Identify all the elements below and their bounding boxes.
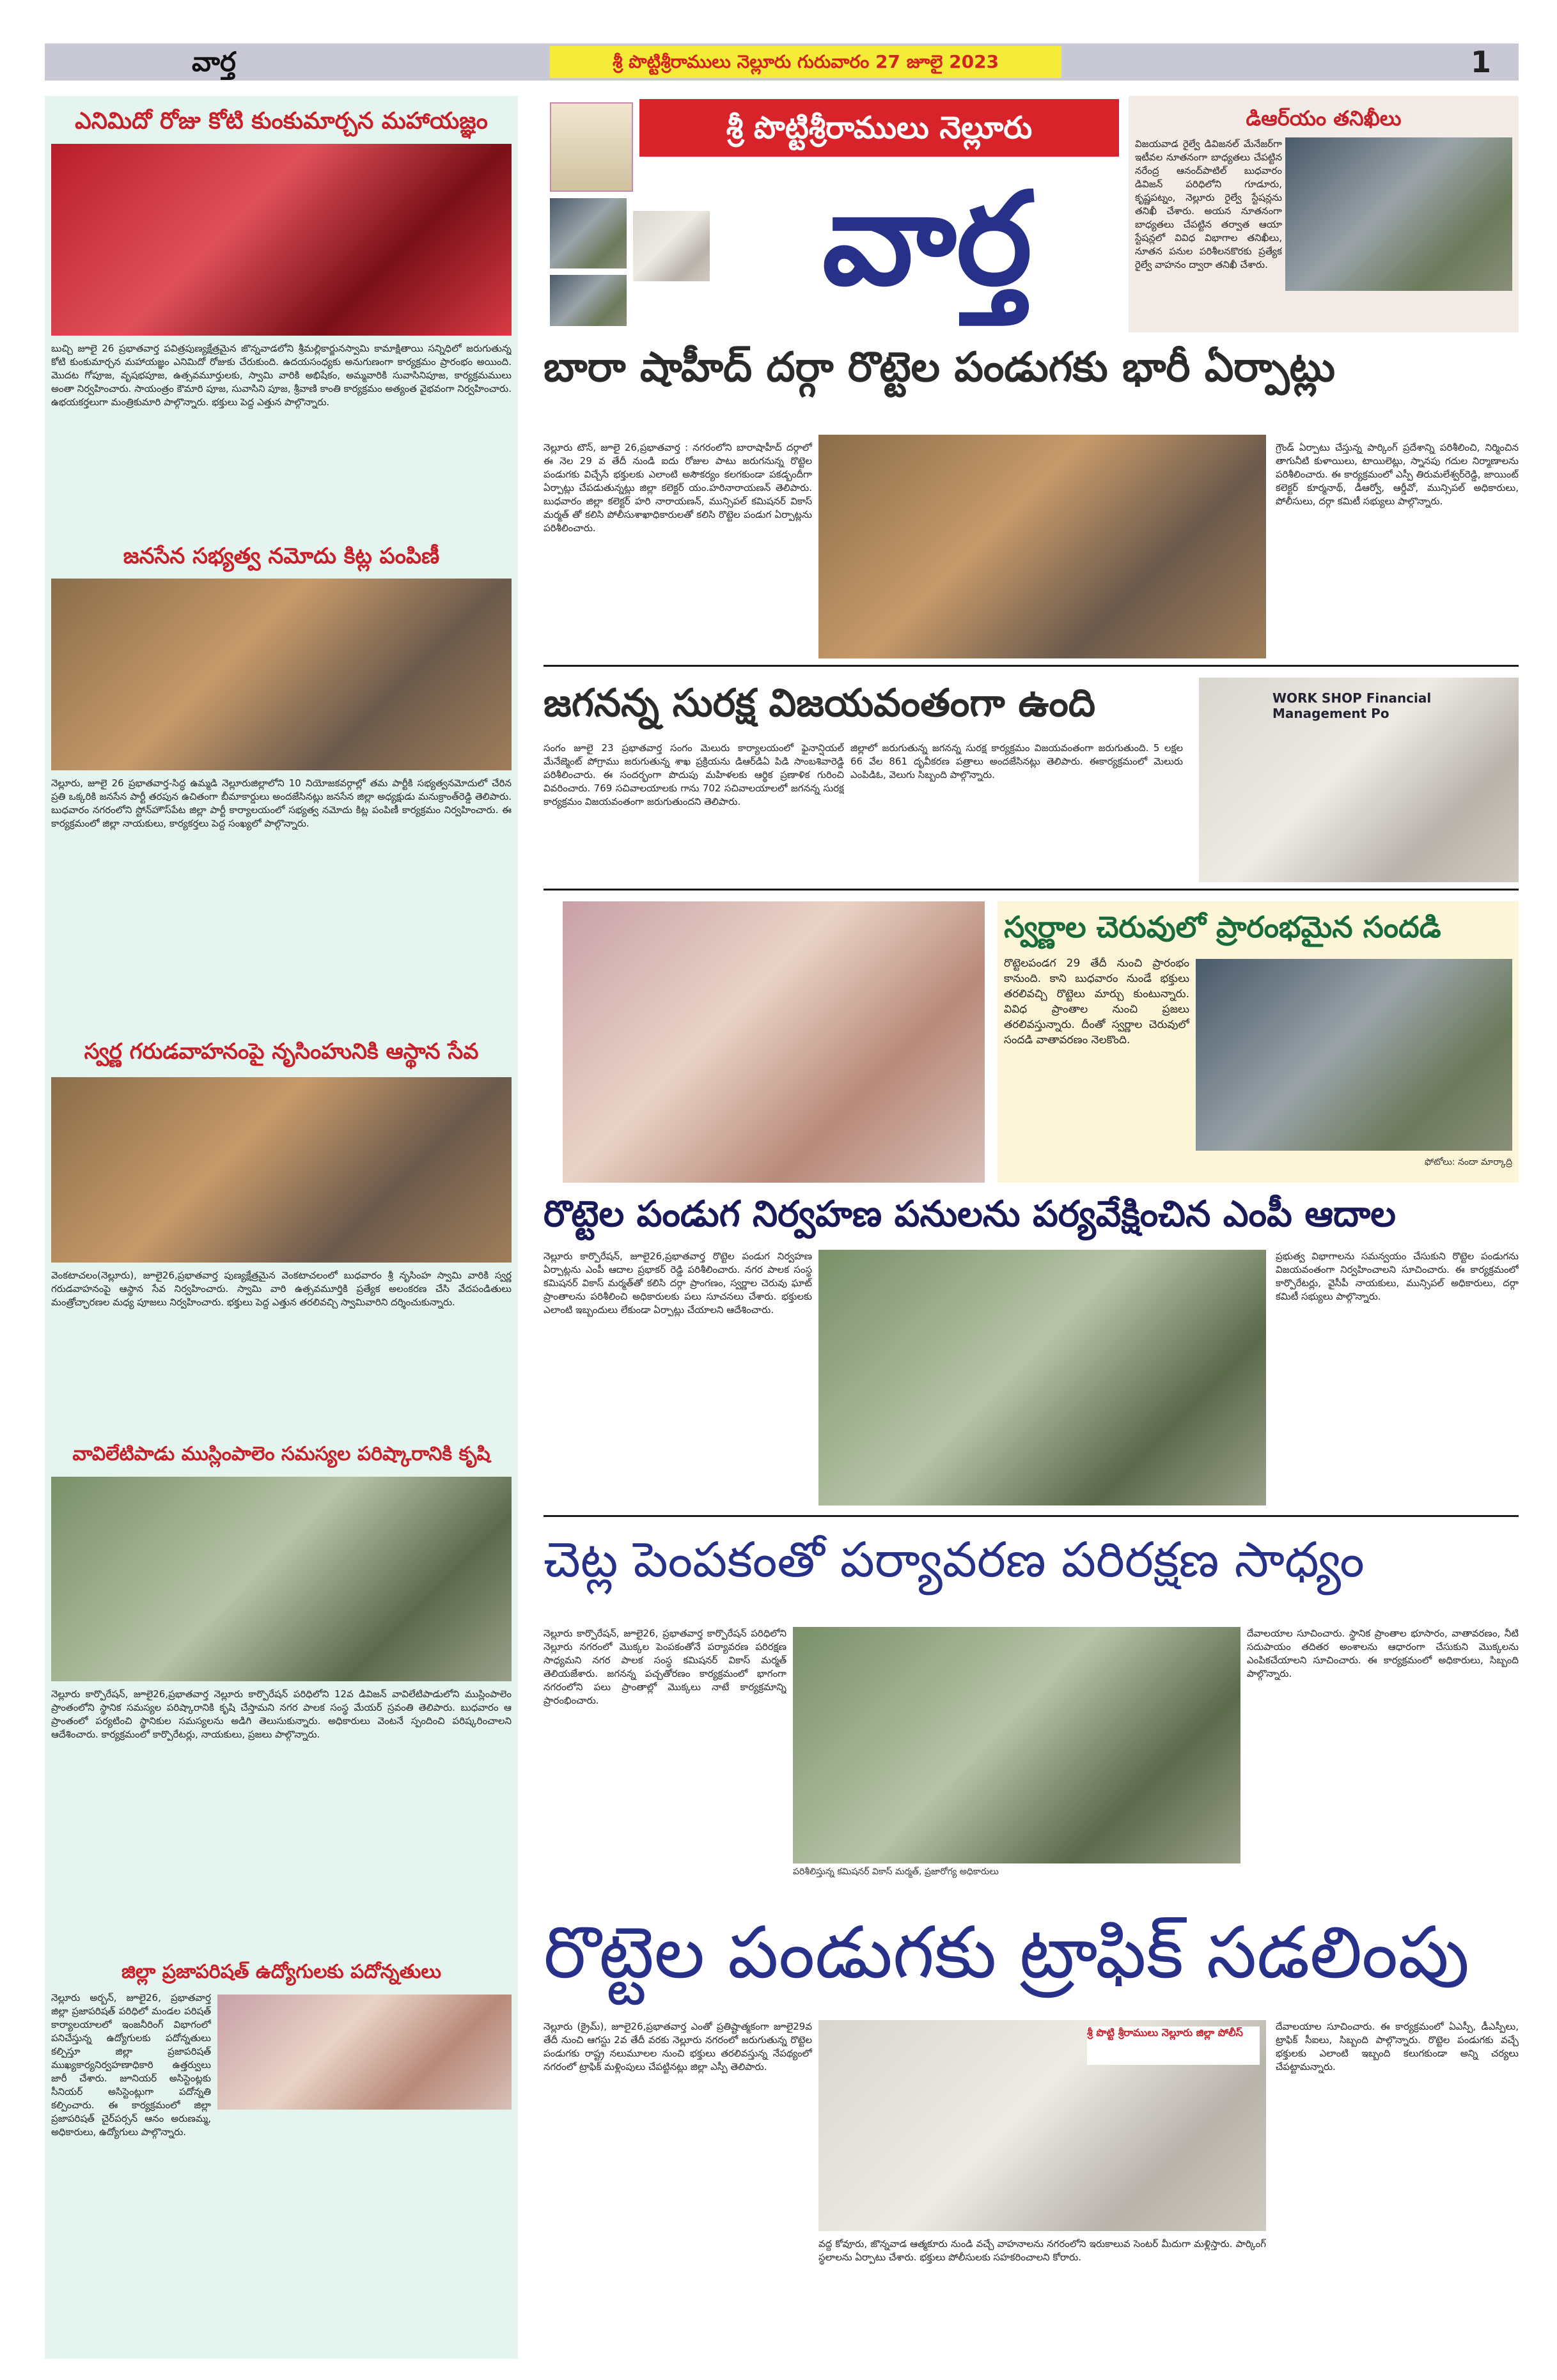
left-story2-photo — [51, 579, 512, 770]
masthead-portrait — [550, 102, 633, 192]
left-story5-headline: జిల్లా ప్రజాపరిషత్ ఉద్యోగులకు పదోన్నతులు — [121, 1961, 441, 1983]
main-s6-body-right: దేవాలయాల సూచించారు. ఈ కార్యక్రమంలో ఏఎస్పీ, డీఎస్పీలు, ట్రాఫిక్ సీఐలు, సిబ్బంది పాల్గొన్నారు. రొట్టెల పండుగకు వచ్చే భక్తులకు ఎలాంటి ఇబ్బంది కలుగకుండా అన్ని చర్యలు చేపట్టామన్నారు. — [1276, 2021, 1519, 2073]
left-story5-photo — [217, 1995, 512, 2110]
main-s1-photo — [818, 435, 1266, 658]
page-number: 1 — [1471, 45, 1492, 79]
header-logo: వార్త — [192, 46, 236, 77]
main-s5-headline: చెట్ల పెంపకంతో పర్యావరణ పరిరక్షణ సాధ్యం — [544, 1531, 1365, 1588]
masthead-photo-bridge — [550, 198, 627, 268]
main-s3-photo-small — [1196, 959, 1512, 1151]
main-s5-photo-caption: పరిశీలిస్తున్న కమిషనర్ వికాస్ మర్మత్, ప్రజారోగ్య అధికారులు — [793, 1867, 999, 1877]
main-s3-headline: స్వర్ణాల చెరువులో ప్రారంభమైన సందడి — [1004, 910, 1441, 944]
main-s6-body-mid: వద్ద కోవూరు, జొన్నవాడ ఆత్మకూరు నుండి వచ్చే వాహనాలను నగరంలోని ఇరుకాలువ సెంటర్ మీదుగా మళ్లిస్తారు. పార్కింగ్ స్థలాలను ఏర్పాటు చేశారు. భక్తులు పోలీసులకు సహకరించాలని కోరారు. — [818, 2238, 1266, 2263]
main-s5-body-right: దేవాలయాల సూచించారు. స్థానిక ప్రాంతాల భూసారం, వాతావరణం, నీటి సదుపాయం తదితర అంశాలను ఆధారంగా చేసుకుని మొక్కలను ఎంపికచేయాలని సూచించారు. ఈ కార్యక్రమంలో అధికారులు, సిబ్బంది పాల్గొన్నారు. — [1247, 1628, 1519, 1679]
left-story1-body: బుచ్చి జూలై 26 ప్రభాతవార్త పవిత్రపుణ్యక్షేత్రమైన జొన్నవాడలోని శ్రీమల్లికార్జునస్వామి కామాక్షితాయి సన్నిధిలో జరుగుతున్న కోటి కుంకుమార్చన మహాయజ్ఞం ఎనిమిదో రోజుకు చేరుకుంది. ఉదయసంధ్యకు అనుగుణంగా కార్యక్రమం ప్రారంభం అయింది. మొదట గోపూజ, వృషభపూజ, ఉత్సవమూర్తులకు, స్వామి వారికి అభిషేకం, అమ్మవారికి సువాసినిపూజ, కార్యక్రమములు అంతా నిర్వహించారు. సాయంత్రం కౌమారి పూజ, సువాసిని పూజ, శ్రీవాణి కాంతి కార్యక్రమం అత్యంత వైభవంగా నిర్వహించారు. ఉభయకర్తలుగా మంత్రికుమారి పాల్గొన్నారు. భక్తులు పెద్ద ఎత్తున పాల్గొన్నారు. — [51, 343, 512, 408]
main-s2-body-left: సంగం జూలై 23 ప్రభాతవార్త సంగం మెలురు కార్యాలయంలో ఫైనాన్షియల్ మేనేజ్మెంట్ పోగ్రాము జరుగుతున్న శాఖ ప్రక్రియను డిఆర్‌డిఏ పిడి సాంబశివారెడ్డి పరిశీలించారు. ఈ సందర్భంగా పొదుపు మహిళలకు ఆర్థిక ప్రణాళిక గురించి వివరించారు. 769 సచివాలయాలకు గాను 702 సచివాలయాలలో జగనన్న సురక్ష కార్యక్రమం విజయవంతంగా జరుగుతుందని తెలిపారు. — [544, 742, 844, 807]
main-s2-headline: జగనన్న సురక్ష విజయవంతంగా ఉంది — [544, 681, 1096, 726]
left-story2-headline: జనసేన సభ్యత్వ నమోదు కిట్ల పంపిణీ — [123, 543, 440, 569]
main-s5-photo — [793, 1627, 1240, 1863]
main-s1-body-right: గ్రౌండ్ ఏర్పాటు చేస్తున్న పార్కింగ్ ప్రదేశాన్ని పరిశీలించి, నిర్మించిన తాగునీటి కుళాయిలు, టాయిలెట్లు, స్నానపు గదుల నిర్మాణాలను పరిశీలించారు. ఈ కార్యక్రమంలో ఎస్పీ తిరుమలేశ్వర్‌రెడ్డి, జాయింట్ కలెక్టర్ కూర్మనాథ్, డీఆర్వో, ఆర్డీవో, మున్సిపల్ అధికారులు, పోలీసులు, దర్గా కమిటీ సభ్యులు పాల్గొన్నారు. — [1276, 442, 1519, 507]
masthead-photo-port — [550, 275, 627, 326]
divider — [544, 1515, 1519, 1517]
divider — [544, 889, 1519, 891]
main-s2-photo-banner: WORK SHOP Financial Management Po — [1272, 690, 1432, 721]
left-story1-headline: ఎనిమిదో రోజు కోటి కుంకుమార్చన మహాయజ్ఞం — [75, 108, 488, 134]
main-s4-body-right: ప్రభుత్వ విభాగాలను సమన్వయం చేసుకుని రొట్టెల పండుగను విజయవంతంగా నిర్వహించాలని సూచించారు. ఈ కార్యక్రమంలో కార్పొరేటర్లు, వైసీపీ నాయకులు, మున్సిపల్ అధికారులు, దర్గా కమిటీ సభ్యులు పాల్గొన్నారు. — [1276, 1250, 1519, 1302]
main-s4-photo — [818, 1250, 1266, 1505]
main-s4-body-left: నెల్లూరు కార్పొరేషన్, జూలై26,ప్రభాతవార్త రొట్టెల పండుగ నిర్వహణ ఏర్పాట్లను ఎంపీ ఆదాల ప్రభాకర్ రెడ్డి పరిశీలించారు. నగర పాలక సంస్థ కమిషనర్ వికాస్ మర్మత్‌తో కలిసి దర్గా ప్రాంగణం, స్వర్ణాల చెరువు ఘాట్ ప్రాంతాలను పరిశీలించి అధికారులకు పలు సూచనలు చేశారు. భక్తులకు ఎలాంటి ఇబ్బందులు లేకుండా ఏర్పాట్లు చేయాలని ఆదేశించారు. — [544, 1250, 812, 1316]
left-story1-photo — [51, 144, 512, 336]
left-story3-photo — [51, 1077, 512, 1263]
main-s3-photo-credit: ఫోటోలు: నందా మార్కాద్రి — [1424, 1157, 1512, 1167]
left-story2-body: నెల్లూరు, జూలై 26 ప్రభాతవార్త-సిద్ధ ఉమ్మడి నెల్లూరుజిల్లాలోని 10 నియోజకవర్గాల్లో తమ పార్టీకి సభ్యత్వనమోదులో చేరిన ప్రతి ఒక్కరికి జనసేన పార్టీ తరపున ఉచితంగా బీమాకార్డులు అందజేసినట్లు జనసేన జిల్లా అధ్యక్షుడు మనుక్రాంత్‌రెడ్డి తెలిపారు. బుధవారం నగరంలోని స్టోన్‌హౌస్‌పేట జిల్లా పార్టీ కార్యాలయంలో సభ్యత్వ నమోదు కిట్ల పంపిణీ కార్యక్రమం నిర్వహించారు. ఈ కార్యక్రమంలో జిల్లా నాయకులు, కార్యకర్తలు పెద్ద సంఖ్యలో పాల్గొన్నారు. — [51, 777, 512, 829]
main-s3-photo-large — [563, 901, 985, 1183]
main-s3-body: రొట్టెలపండగ 29 తేదీ నుంచి ప్రారంభం కానుంది. కాని బుధవారం నుండే భక్తులు తరలివచ్చి రొట్టెలు మార్చు కుంటున్నారు. వివిధ ప్రాంతాల నుంచి ప్రజలు తరలివస్తున్నారు. దీంతో స్వర్ణాల చెరువులో సందడి వాతావరణం నెలకొంది. — [1004, 957, 1189, 1046]
top-right-headline: డిఆర్‌యం తనిఖీలు — [1246, 106, 1402, 130]
top-right-body: విజయవాడ రైల్వే డివిజనల్ మేనేజర్‌గా ఇటీవల నూతనంగా బాధ్యతలు చేపట్టిన నరేంద్ర ఆనంద్‌పాటిల్ బుధవారం డివిజన్ పరిధిలోని గూడూరు, కృష్ణపట్నం, నెల్లూరు రైల్వే స్టేషన్లను తనిఖీ చేశారు. అయన నూతనంగా బాధ్యతలు చేపట్టిన తర్వాత ఆయా స్టేషన్లలో వివిధ విభాగాల తనిఖీలు, నూతన పనుల పరిశీలనకొరకు ప్రత్యేక రైల్వే వాహనం ద్వారా తనిఖీ చేశారు. — [1135, 138, 1282, 270]
left-story4-headline: వావిలేటిపాడు ముస్లింపాలెం సమస్యల పరిష్కారానికి కృషి — [72, 1443, 490, 1465]
main-s1-body-left: నెల్లూరు టౌన్, జూలై 26,ప్రభాతవార్త : నగరంలోని బారాషాహీద్ దర్గాలో ఈ నెల 29 వ తేదీ నుండి ఐదు రోజుల పాటు జరుగనున్న రొట్టెల పండుగకు విచ్చేసే భక్తులకు ఎలాంటి అసౌకర్యం కలగకుండా పకడ్బందీగా ఏర్పాట్లు చేపడుతున్నట్లు జిల్లా కలెక్టర్ యం.హరినారాయణన్ తెలిపారు. బుధవారం జిల్లా కలెక్టర్ హరి నారాయణన్, మున్సిపల్ కమిషనర్ వికాస్ మర్మత్ తో కలిసి పోలీసుశాఖాధికారులతో కలిసి రొట్టెల పండుగ ఏర్పాట్లను పరిశీలించారు. — [544, 442, 812, 534]
main-s2-body-right: జిల్లాలో జరుగుతున్న జగనన్న సురక్ష కార్యక్రమం విజయవంతంగా జరుగుతుంది. 5 లక్షల 66 వేల 861 దృవీకరణ పత్రాలు అందజేసినట్లు తెలిపారు. ఈకార్యక్రమంలో మెలురు ఎంపిడిఓ, వెలుగు సిబ్బంది పాల్గొన్నారు. — [850, 742, 1183, 781]
left-story3-body: వెంకటాచలం(నెల్లూరు), జూలై26,ప్రభాతవార్త పుణ్యక్షేత్రమైన వెంకటాచలంలో బుధవారం శ్రీ నృసింహ స్వామి వారికి స్వర్ణ గరుడవాహనంపై ఆస్థాన సేవ నిర్వహించారు. స్వామి వారి ఉత్సవమూర్తికి ప్రత్యేక అలంకరణ చేసి వేదపండితులు మంత్రోచ్ఛారణల మధ్య పూజలు నిర్వహించారు. భక్తులు పెద్ద ఎత్తున తరలివచ్చి స్వామివారిని దర్శించుకున్నారు. — [51, 1270, 512, 1308]
left-story4-body: నెల్లూరు కార్పొరేషన్, జూలై26,ప్రభాతవార్త నెల్లూరు కార్పొరేషన్ పరిధిలోని 12వ డివిజన్ వావిలేటిపాడులోని ముస్లింపాలెం ప్రాంతంలోని స్థానిక సమస్యల పరిష్కారానికి కృషి చేస్తామని నగర పాలక సంస్థ మేయర్ స్రవంతి తెలిపారు. బుధవారం ఆ ప్రాంతంలో పర్యటించి స్థానికుల సమస్యలను అడిగి తెలుసుకున్నారు. అధికారులు వెంటనే స్పందించి పరిష్కరించాలని ఆదేశించారు. కార్యక్రమంలో కార్పొరేటర్లు, నాయకులు, ప్రజలు పాల్గొన్నారు. — [51, 1688, 512, 1740]
main-s6-body-left: నెల్లూరు (క్రైమ్), జూలై26,ప్రభాతవార్త ఎంతో ప్రతిష్టాత్మకంగా జూలై29వ తేదీ నుంచి ఆగస్టు 2వ తేదీ వరకు నెల్లూరు నగరంలో జరుగుతున్న రొట్టెల పండుగకు రాష్ట్ర నలుమూలల నుంచి భక్తులు తరలివస్తున్న నేపథ్యంలో నగరంలో ట్రాఫిక్ మళ్లింపులు చేపట్టినట్లు జిల్లా ఎస్పీ తెలిపారు. — [544, 2021, 812, 2073]
left-story5-body: నెల్లూరు అర్బన్, జూలై26, ప్రభాతవార్త జిల్లా ప్రజాపరిషత్ పరిధిలో మండల పరిషత్ కార్యాలయాలలో ఇంజనీరింగ్ విభాగంలో పనిచేస్తున్న ఉద్యోగులకు పదోన్నతులు కల్పిస్తూ జిల్లా ప్రజాపరిషత్ ముఖ్యకార్యనిర్వహణాధికారి ఉత్తర్వులు జారీ చేశారు. జూనియర్ అసిస్టెంట్లకు సీనియర్ అసిస్టెంట్లుగా పదోన్నతి కల్పించారు. ఈ కార్యక్రమంలో జిల్లా ప్రజాపరిషత్ చైర్‌పర్సన్ ఆనం అరుణమ్మ, అధికారులు, ఉద్యోగులు పాల్గొన్నారు. — [51, 1992, 211, 2138]
masthead-photo-temple — [633, 211, 710, 281]
left-story3-headline: స్వర్ణ గరుడవాహనంపై నృసింహునికి ఆస్థాన సేవ — [84, 1039, 479, 1064]
main-s1-headline: బారా షాహీద్ దర్గా రొట్టెల పండుగకు భారీ ఏర్పాట్లు — [544, 344, 1336, 391]
main-s5-body-left: నెల్లూరు కార్పొరేషన్, జూలై26, ప్రభాతవార్త కార్పొరేషన్ పరిధిలోని నెల్లూరు నగరంలో మొక్కల పెంపకంతోనే పర్యావరణ పరిరక్షణ సాధ్యమని నగర పాలక సంస్థ కమిషనర్ వికాస్ మర్మత్ తెలియజేశారు. జగనన్న పచ్చతోరణం కార్యక్రమంలో భాగంగా నగరంలోని పలు ప్రాంతాల్లో మొక్కలు నాటే కార్యక్రమాన్ని ప్రారంభించారు. — [544, 1628, 786, 1706]
header-date-line: శ్రీ పొట్టిశ్రీరాములు నెల్లూరు గురువారం 27 జూలై 2023 — [550, 46, 1061, 78]
main-s4-headline: రొట్టెల పండుగ నిర్వహణ పనులను పర్యవేక్షించిన ఎంపీ ఆదాల — [544, 1194, 1396, 1235]
left-story4-photo — [51, 1477, 512, 1681]
top-right-photo — [1285, 137, 1512, 291]
masthead-title: వార్త — [822, 165, 1033, 314]
main-s6-photo-banner: శ్రీ పొట్టి శ్రీరాములు నెల్లూరు జిల్లా పోలీస్ — [1087, 2026, 1260, 2065]
main-s6-headline: రొట్టెల పండుగకు ట్రాఫిక్ సడలింపు — [544, 1911, 1470, 1995]
masthead-district-banner: శ్రీ పొట్టిశ్రీరాములు నెల్లూరు — [639, 99, 1119, 157]
divider — [544, 665, 1519, 667]
